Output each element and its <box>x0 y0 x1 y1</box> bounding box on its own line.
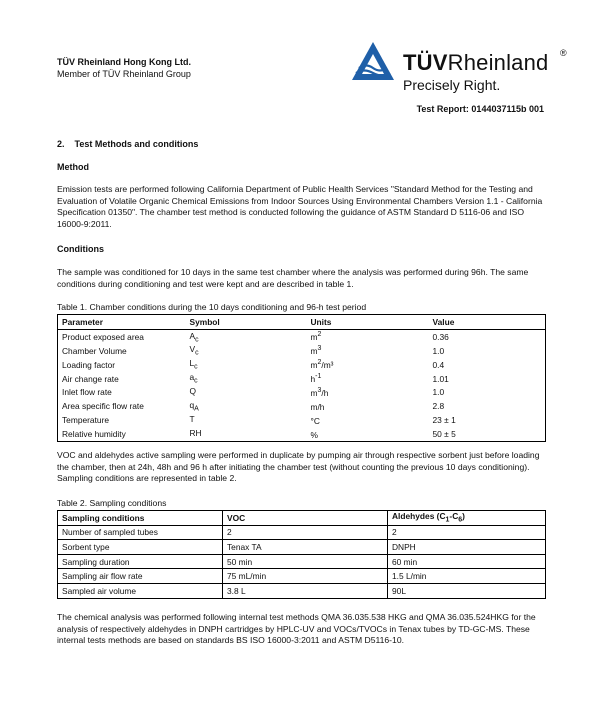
sampling-paragraph: VOC and aldehydes active sampling were performed in duplicate by pumping air through respective sorbent just before loading the chamber, then at 24h, 48h and 96 h after initiating the chamber test (without counting the previous 10 days conditioning). Sampling conditions are represented in table 2. <box>57 450 540 484</box>
symbol-cell: $L_c$ <box>189 358 198 371</box>
table-row <box>58 358 546 372</box>
table-row <box>58 554 546 569</box>
table-row <box>58 344 546 358</box>
parameter-cell: Product exposed area <box>62 331 144 342</box>
unit-cell: % <box>310 429 318 440</box>
value-cell: 50 ± 5 <box>432 429 456 440</box>
table-row <box>58 372 546 386</box>
table-cell: 90L <box>388 583 546 598</box>
table-cell: DNPH <box>388 540 546 555</box>
table-cell: 60 min <box>388 554 546 569</box>
table-cell: Tenax TA <box>223 540 388 555</box>
col-header: Sampling conditions <box>58 511 223 526</box>
tuv-triangle-icon <box>350 40 396 84</box>
value-cell: 0.4 <box>432 359 445 370</box>
unit-cell: $m^3/h$ <box>310 387 329 398</box>
table-cell: Sampling air flow rate <box>58 569 223 584</box>
table-cell: Sampled air volume <box>58 583 223 598</box>
registered-mark: ® <box>560 48 567 58</box>
table-cell: Number of sampled tubes <box>58 525 223 540</box>
parameter-cell: Chamber Volume <box>62 345 127 356</box>
parameter-cell: Relative humidity <box>62 429 126 440</box>
table-row <box>58 329 546 343</box>
symbol-cell: $a_c$ <box>189 372 198 385</box>
symbol-cell: $A_c$ <box>189 330 199 344</box>
symbol-cell: $V_c$ <box>189 344 199 358</box>
table-header-row <box>58 511 546 526</box>
table2-caption: Table 2. Sampling conditions <box>57 498 167 508</box>
table-row <box>58 385 546 399</box>
symbol-cell: $q_A$ <box>189 399 199 413</box>
col-header: VOC <box>223 511 388 526</box>
unit-cell: $m^2/m^3$ <box>310 359 334 371</box>
tuv-logo <box>350 40 570 100</box>
table-row <box>58 413 546 427</box>
logo-wordmark: TÜVRheinland <box>403 50 549 75</box>
table-row <box>58 525 546 540</box>
logo-tagline: Precisely Right. <box>403 77 501 93</box>
col-header: Units <box>307 315 429 330</box>
parameter-cell: Loading factor <box>62 359 116 370</box>
table-cell: Sorbent type <box>58 540 223 555</box>
conditions-heading: Conditions <box>57 244 104 254</box>
table-row <box>58 583 546 598</box>
table-header-row <box>58 315 546 330</box>
parameter-cell: Inlet flow rate <box>62 387 112 398</box>
value-cell: 0.36 <box>432 331 449 342</box>
table-row <box>58 569 546 584</box>
col-header: Parameter <box>58 315 186 330</box>
table-cell: 75 mL/min <box>223 569 388 584</box>
table-row <box>58 427 546 441</box>
value-cell: 2.8 <box>432 401 445 412</box>
col-header: Value <box>429 315 546 330</box>
parameter-cell: Air change rate <box>62 373 119 384</box>
col-header: Aldehydes $(C_1-C_6)$ <box>388 511 546 526</box>
test-report-number: Test Report: 0144037115b 001 <box>416 104 544 114</box>
value-cell: 1.0 <box>432 345 445 356</box>
table-cell: 3.8 L <box>223 583 388 598</box>
symbol-cell: RH <box>189 427 202 438</box>
value-cell: 1.0 <box>432 387 445 398</box>
table1-caption: Table 1. Chamber conditions during the 10 days conditioning and 96-h test period <box>57 302 367 312</box>
symbol-cell: Q <box>189 386 197 397</box>
value-cell: 23 ± 1 <box>432 415 456 426</box>
unit-cell: $m^3$ <box>310 345 322 357</box>
table-row <box>58 399 546 413</box>
parameter-cell: Temperature <box>62 415 110 426</box>
parameter-cell: Area specific flow rate <box>62 401 144 412</box>
table-cell: 50 min <box>223 554 388 569</box>
analysis-paragraph: The chemical analysis was performed following internal test methods QMA 36.035.538 HKG and QMA 36.035.524HKG for the analysis of respectively aldehydes in DNPH cartridges by HPLC-UV and VOCs/TVOCs in Tenax tubes by TD-GC-MS. These internal tests methods are based on standards BS ISO 16000-3:2011 and ASTM D5116-10. <box>57 612 536 646</box>
table-cell: 2 <box>388 525 546 540</box>
sampling-conditions-table <box>57 510 546 599</box>
chamber-conditions-table <box>57 314 546 442</box>
table-cell: 2 <box>223 525 388 540</box>
symbol-cell: T <box>189 413 195 424</box>
value-cell: 1.01 <box>432 373 449 384</box>
conditions-paragraph: The sample was conditioned for 10 days in the same test chamber where the analysis was performed during 96h. The same conditions during conditioning and test were kept and are described in table 1. <box>57 267 529 289</box>
unit-cell: m/h <box>310 401 325 412</box>
table-cell: Sampling duration <box>58 554 223 569</box>
table-row <box>58 540 546 555</box>
unit-cell: °C <box>310 415 320 426</box>
col-header: Symbol <box>186 315 307 330</box>
method-paragraph: Emission tests are performed following California Department of Public Health Services "Standard Method for the Testing and Evaluation of Volatile Organic Chemical Emissions from Indoor Sources Using Environmental Chambers Version 1.1 - California Specification 01350". The chamber test method is conducted following the guidance of ASTM Standard D 5116-06 and ISO 16000-9:2011. <box>57 184 543 230</box>
group-membership: Member of TÜV Rheinland Group <box>57 69 191 79</box>
company-name: TÜV Rheinland Hong Kong Ltd. <box>57 57 191 67</box>
section-title: 2. Test Methods and conditions <box>57 139 199 149</box>
table-cell: 1.5 L/min <box>388 569 546 584</box>
unit-cell: $h^{-1}$ <box>310 373 322 384</box>
unit-cell: $m^2$ <box>310 331 322 343</box>
method-heading: Method <box>57 162 89 172</box>
